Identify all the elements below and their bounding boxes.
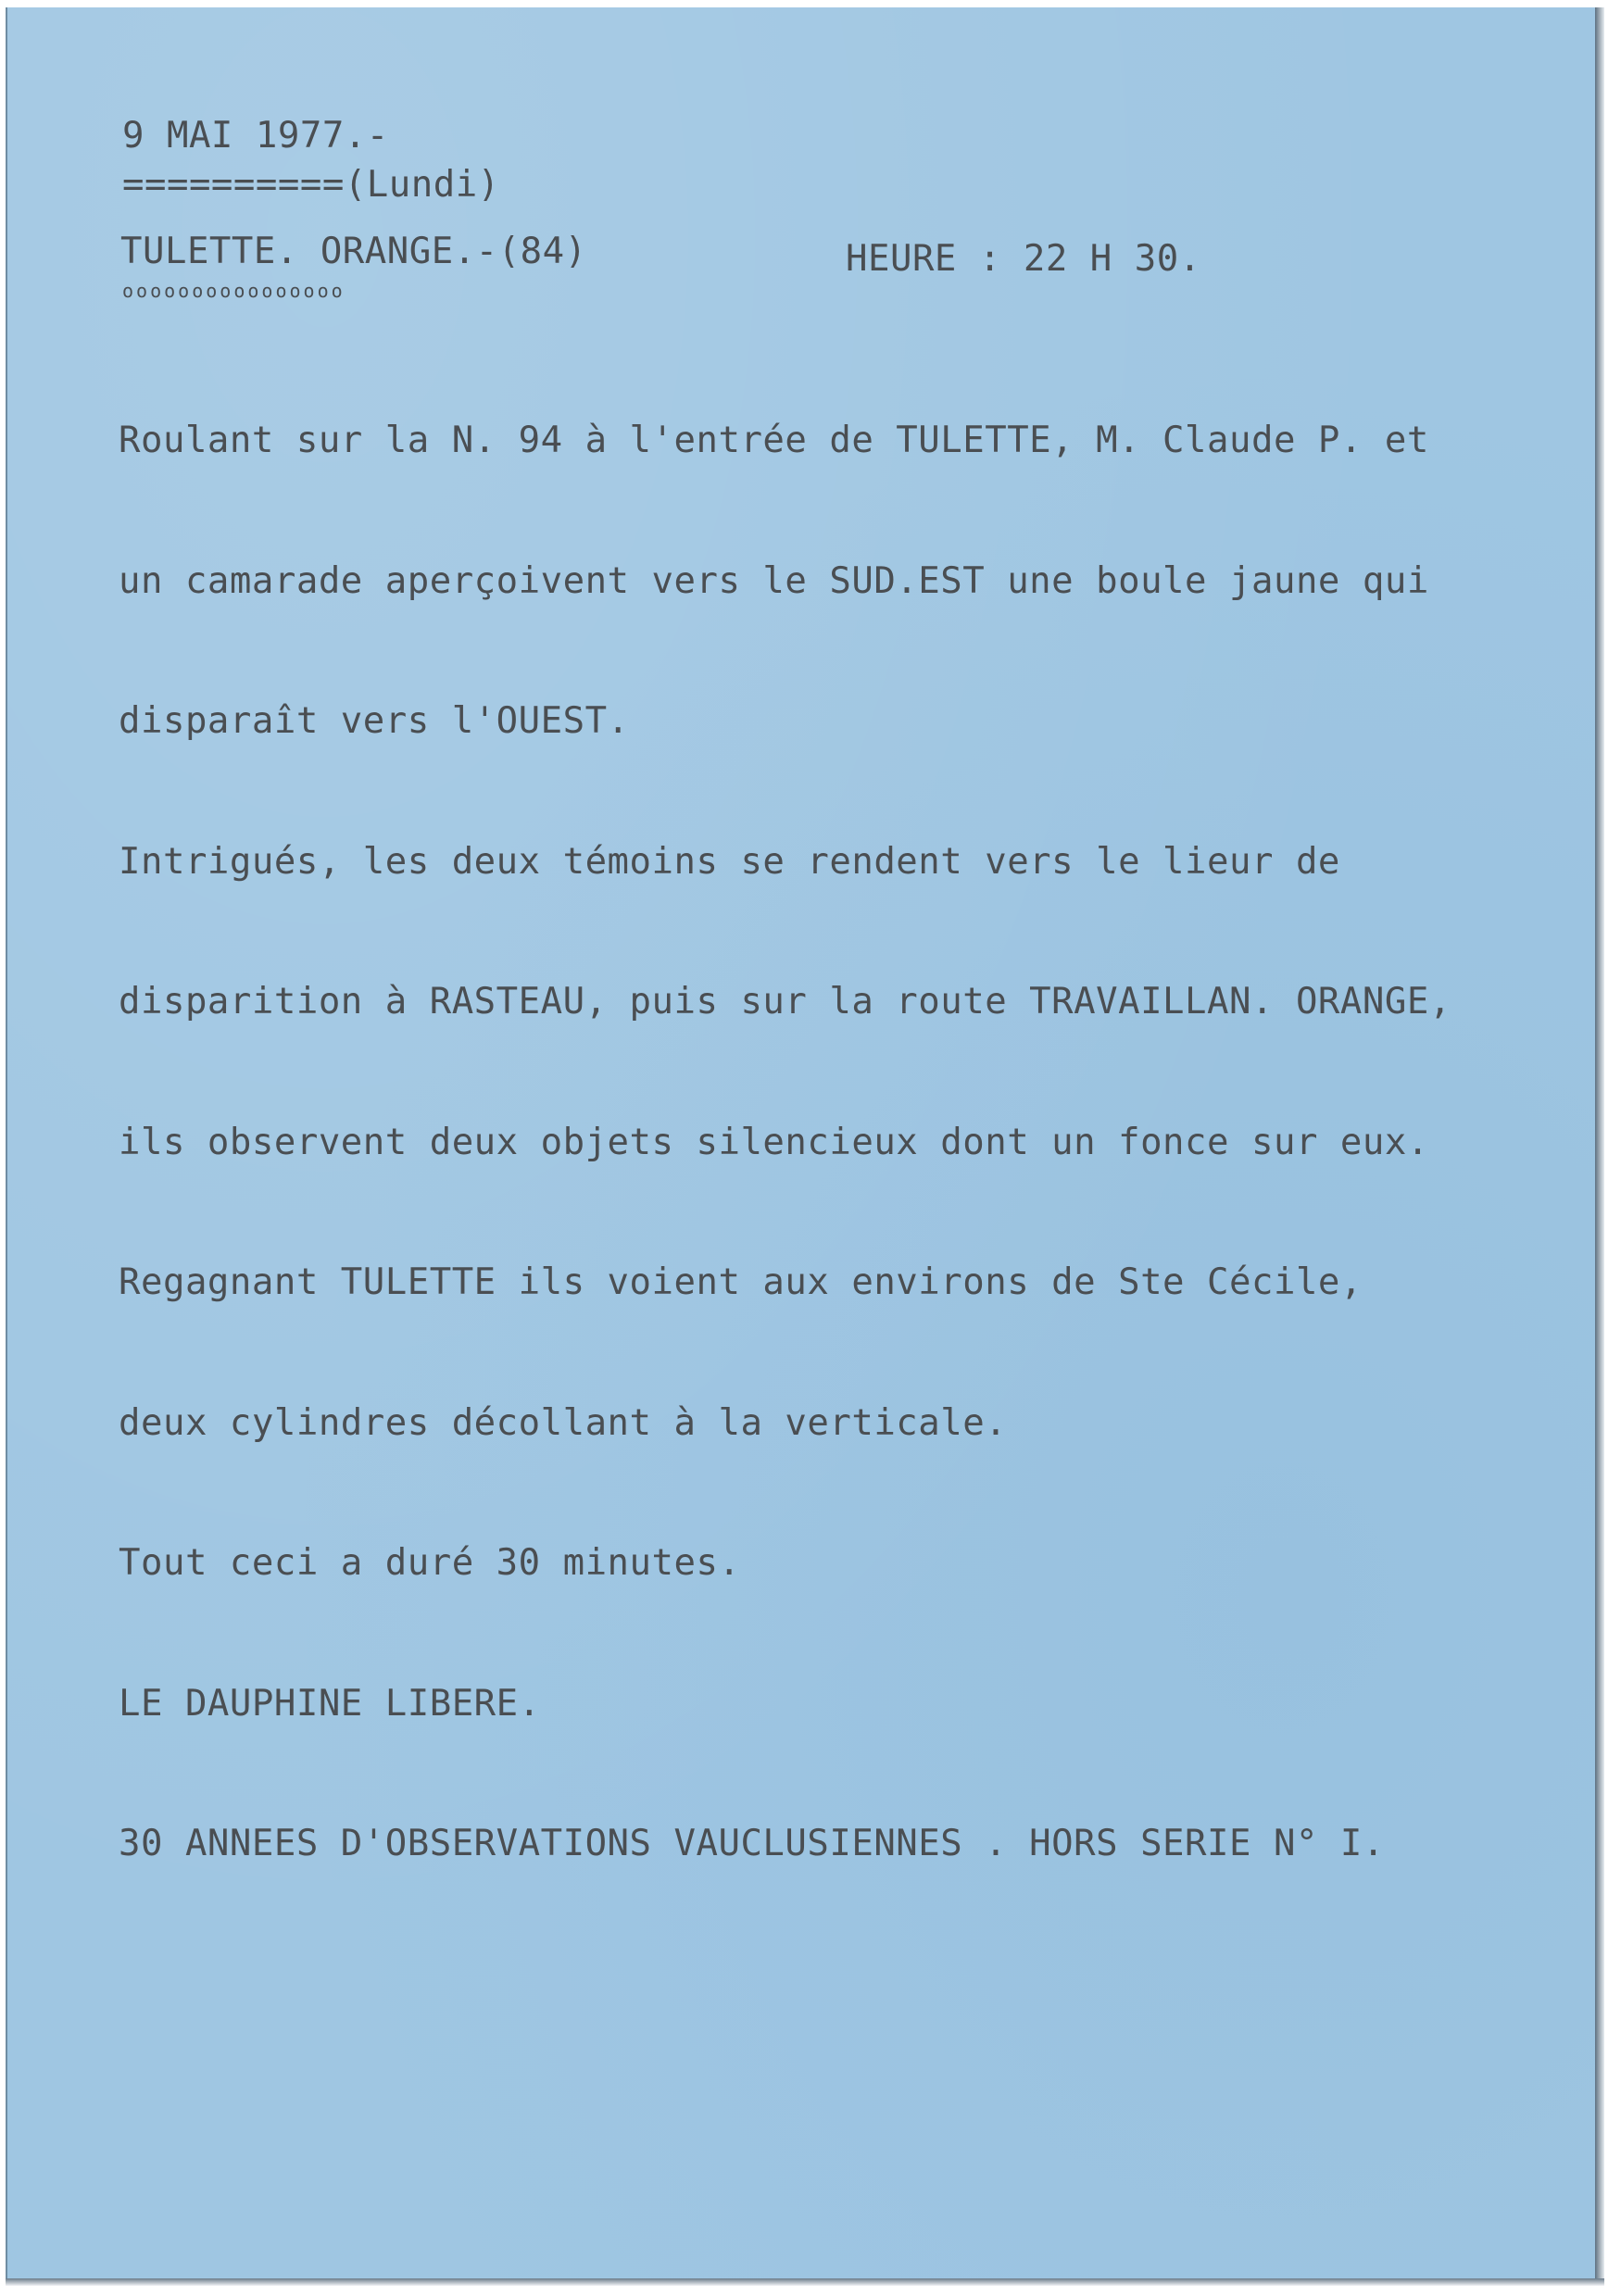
sheet-right-edge	[1595, 7, 1604, 2278]
body-line: deux cylindres décollant à la verticale.	[119, 1401, 1008, 1444]
sheet-bottom-edge	[6, 2278, 1604, 2286]
place-underline: oooooooooooooooo	[122, 280, 346, 302]
body-line: Tout ceci a duré 30 minutes.	[119, 1542, 741, 1584]
report-body	[119, 350, 1451, 1966]
source-line: LE DAUPHINE LIBERE.	[119, 1682, 541, 1725]
report-date: 9 MAI 1977.-	[122, 115, 389, 157]
body-line: Intrigués, les deux témoins se rendent vers le lieur de	[119, 840, 1340, 883]
body-line: ils observent deux objets silencieux dont un fonce sur eux.	[119, 1121, 1429, 1163]
report-day: ==========(Lundi)	[122, 164, 500, 206]
body-line: Regagnant TULETTE ils voient aux environs de Ste Cécile,	[119, 1261, 1363, 1303]
body-line: disparition à RASTEAU, puis sur la route TRAVAILLAN. ORANGE,	[119, 981, 1451, 1023]
body-line: disparaît vers l'OUEST.	[119, 700, 630, 742]
body-line: un camarade aperçoivent vers le SUD.EST une boule jaune qui	[119, 559, 1429, 602]
reference-line: 30 ANNEES D'OBSERVATIONS VAUCLUSIENNES . HORS SERIE N° I.	[119, 1823, 1385, 1864]
body-line: Roulant sur la N. 94 à l'entrée de TULETTE, M. Claude P. et	[119, 420, 1429, 461]
report-time: HEURE : 22 H 30.	[846, 238, 1201, 280]
report-place: TULETTE. ORANGE.-(84)	[120, 231, 587, 272]
